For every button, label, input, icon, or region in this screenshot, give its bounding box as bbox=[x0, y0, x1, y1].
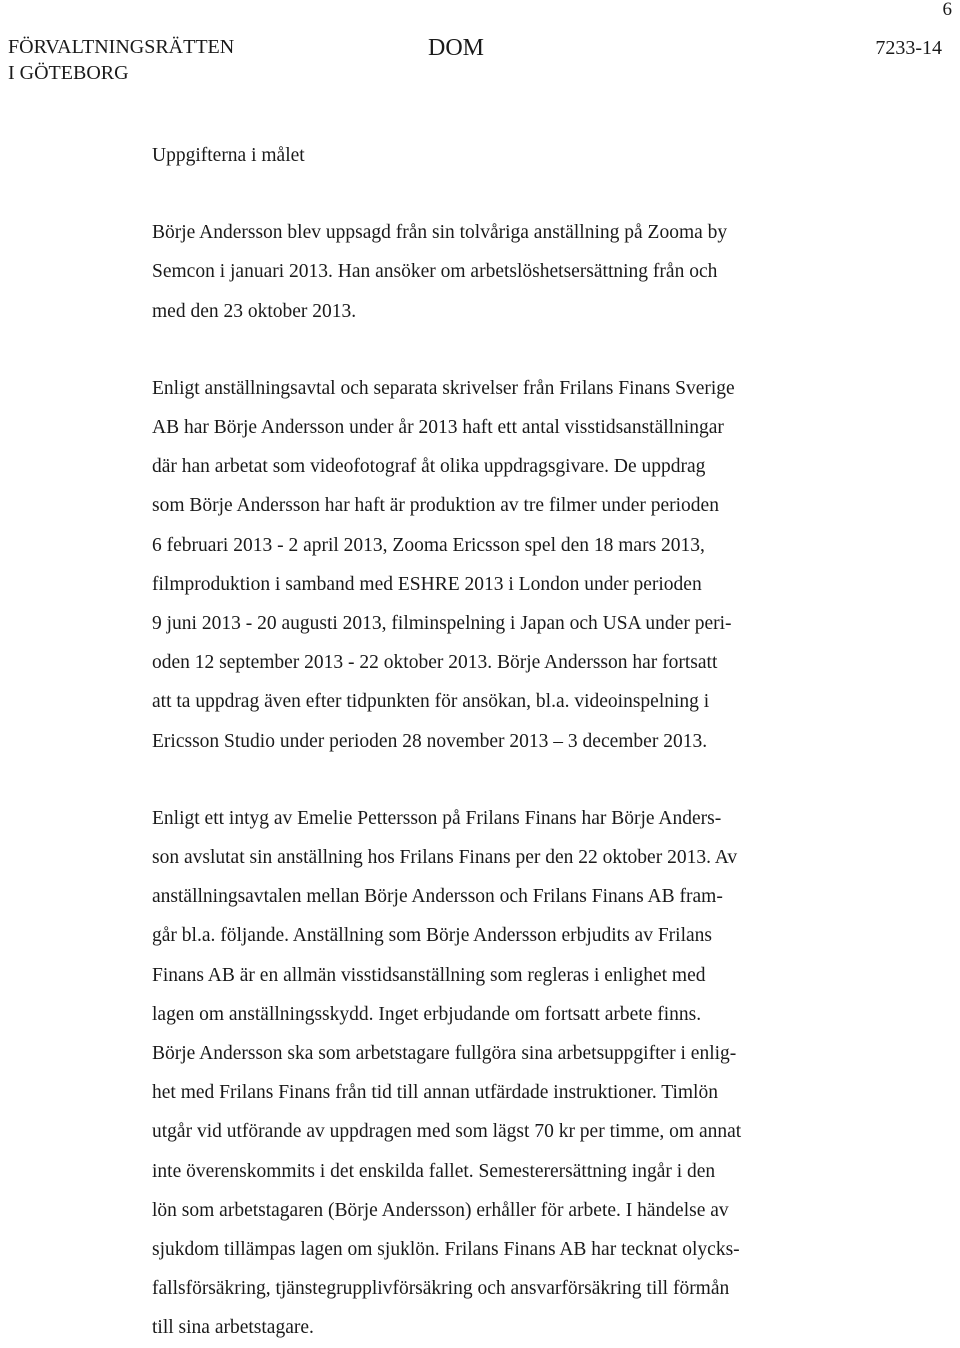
text-line: Semcon i januari 2013. Han ansöker om arbetslöshetsersättning från och bbox=[152, 261, 718, 283]
text-line: utgår vid utförande av uppdragen med som lägst 70 kr per timme, om annat bbox=[152, 1121, 742, 1143]
text-line: där han arbetat som videofotograf åt olika uppdragsgivare. De uppdrag bbox=[152, 456, 706, 478]
paragraph-3 bbox=[152, 799, 842, 1348]
paragraph-2 bbox=[152, 369, 842, 761]
court-name-line-1: FÖRVALTNINGSRÄTTEN bbox=[8, 36, 235, 58]
text-line: som Börje Andersson har haft är produktion av tre filmer under perioden bbox=[152, 495, 719, 517]
text-line: oden 12 september 2013 - 22 oktober 2013. Börje Andersson har fortsatt bbox=[152, 652, 718, 674]
text-line: het med Frilans Finans från tid till annan utfärdade instruktioner. Timlön bbox=[152, 1082, 718, 1104]
text-line: 9 juni 2013 - 20 augusti 2013, filminspelning i Japan och USA under peri- bbox=[152, 613, 732, 635]
text-line: Börje Andersson ska som arbetstagare fullgöra sina arbetsuppgifter i enlig- bbox=[152, 1043, 737, 1065]
text-line: till sina arbetstagare. bbox=[152, 1317, 314, 1339]
text-line: Finans AB är en allmän visstidsanställning som regleras i enlighet med bbox=[152, 964, 706, 986]
text-line: sjukdom tillämpas lagen om sjuklön. Frilans Finans AB har tecknat olycks- bbox=[152, 1239, 740, 1261]
text-line: går bl.a. följande. Anställning som Börje Andersson erbjudits av Frilans bbox=[152, 925, 713, 947]
document-body bbox=[152, 136, 842, 1348]
text-line: Enligt anställningsavtal och separata skrivelser från Frilans Finans Sverige bbox=[152, 377, 735, 399]
text-line: Börje Andersson blev uppsagd från sin tolvåriga anställning på Zooma by bbox=[152, 222, 728, 244]
text-line: att ta uppdrag även efter tidpunkten för ansökan, bl.a. videoinspelning i bbox=[152, 691, 710, 713]
section-heading: Uppgifterna i målet bbox=[152, 145, 305, 166]
text-line: med den 23 oktober 2013. bbox=[152, 300, 357, 322]
text-line: son avslutat sin anställning hos Frilans Finans per den 22 oktober 2013. Av bbox=[152, 847, 738, 869]
text-line: fallsförsäkring, tjänstegrupplivförsäkring och ansvarförsäkring till förmån bbox=[152, 1278, 730, 1300]
text-line: AB har Börje Andersson under år 2013 haft ett antal visstidsanställningar bbox=[152, 417, 724, 439]
paragraph-1 bbox=[152, 213, 842, 331]
page-number: 6 bbox=[942, 0, 952, 20]
text-line: Ericsson Studio under perioden 28 november 2013 – 3 december 2013. bbox=[152, 730, 708, 752]
text-line: lagen om anställningsskydd. Inget erbjudande om fortsatt arbete finns. bbox=[152, 1003, 702, 1025]
text-line: lön som arbetstagaren (Börje Andersson) erhåller för arbete. I händelse av bbox=[152, 1199, 729, 1221]
text-line: anställningsavtalen mellan Börje Andersson och Frilans Finans AB fram- bbox=[152, 886, 723, 908]
court-name-line-2: I GÖTEBORG bbox=[8, 62, 129, 84]
text-line: Enligt ett intyg av Emelie Pettersson på Frilans Finans har Börje Anders- bbox=[152, 807, 722, 829]
text-line: 6 februari 2013 - 2 april 2013, Zooma Ericsson spel den 18 mars 2013, bbox=[152, 534, 705, 556]
case-number: 7233-14 bbox=[875, 37, 942, 59]
text-line: filmproduktion i samband med ESHRE 2013 i London under perioden bbox=[152, 573, 702, 595]
document-type: DOM bbox=[428, 35, 485, 61]
court-name bbox=[8, 34, 234, 86]
text-line: inte överenskommits i det enskilda fallet. Semesterersättning ingår i den bbox=[152, 1160, 716, 1182]
